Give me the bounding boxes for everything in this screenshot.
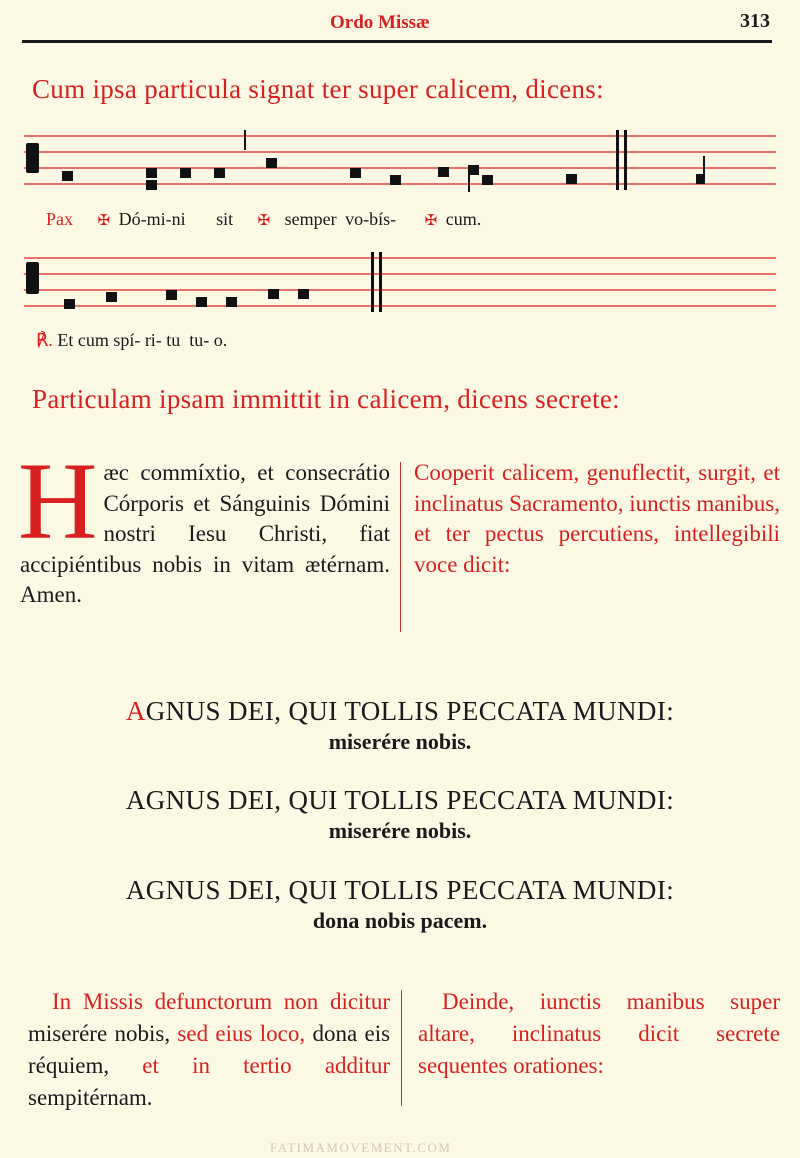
cross-icon: ✠: [97, 213, 111, 229]
chant-lyrics-response: [36, 330, 227, 351]
prayer-text: æc commíxtio, et consecrátio Córporis et Sánguinis Dómini nostri Iesu Christi, fiat accipiéntibus nobis in vitam ætérnam. Amen.: [20, 460, 390, 607]
running-header-title: Ordo Missæ: [330, 12, 430, 33]
agnus-response: dona nobis pacem.: [312, 908, 488, 933]
chant-syllable: sit: [216, 209, 234, 229]
response-symbol-icon: ℟.: [36, 330, 53, 350]
chant-staff-pax: [24, 130, 776, 194]
agnus-dei-1: [0, 696, 800, 755]
defunct-rubric: [28, 986, 390, 1114]
column-divider: [401, 990, 402, 1106]
response-text: Et cum spí- ri- tu tu- o.: [57, 330, 228, 350]
drop-cap: H: [18, 440, 98, 562]
chant-syllable: Dó-mi-ni: [118, 209, 186, 229]
defunct-rubric-part: In Missis defunctorum non dicitur: [52, 989, 390, 1014]
rubric-cooperit: [414, 458, 780, 580]
page-number: 313: [740, 10, 770, 32]
rubric-immittit: Particulam ipsam immittit in calicem, dicens secrete:: [32, 384, 620, 414]
defunct-text-part: miserére nobis,: [28, 1021, 171, 1046]
agnus-invocation: GNUS DEI, QUI TOLLIS PECCATA MUNDI:: [145, 696, 675, 726]
defunct-text-part: sempitérnam.: [28, 1085, 153, 1110]
defunct-text-part: dona eis réquiem,: [28, 1021, 391, 1078]
agnus-response: miserére nobis.: [328, 729, 472, 754]
c-clef-icon: [26, 143, 39, 173]
rubric-cooperit-text: Cooperit calicem, genuflectit, surgit, et inclinatus Sacramento, iunctis manibus, et ter pectus percutiens, intellegibili voce dicit:: [414, 460, 781, 577]
agnus-invocation: AGNUS DEI, QUI TOLLIS PECCATA MUNDI:: [125, 785, 675, 815]
agnus-dei-3: [0, 875, 800, 934]
chant-lyrics-pax: [46, 209, 481, 230]
defunct-rubric-part: sed eius loco,: [177, 1021, 306, 1046]
header-rule: [22, 40, 772, 43]
cross-icon: ✠: [257, 213, 271, 229]
agnus-initial: A: [125, 696, 146, 726]
commixtio-prayer: [18, 440, 390, 611]
rubric-deinde-text: Deinde, iunctis manibus super altare, inclinatus dicit secrete sequentes orationes:: [418, 989, 780, 1078]
chant-syllable: Pax: [46, 209, 73, 229]
defunct-rubric-part: et in tertio additur: [142, 1053, 390, 1078]
agnus-invocation: AGNUS DEI, QUI TOLLIS PECCATA MUNDI:: [125, 875, 675, 905]
chant-staff-et-cum: [24, 252, 776, 316]
chant-syllable: cum.: [445, 209, 482, 229]
rubric-deinde: [418, 986, 780, 1082]
chant-syllable: vo-bís-: [345, 209, 397, 229]
cross-icon: ✠: [424, 213, 438, 229]
watermark: FATIMAMOVEMENT.COM: [270, 1140, 452, 1155]
column-divider: [400, 462, 401, 632]
agnus-response: miserére nobis.: [328, 818, 472, 843]
chant-syllable: semper: [284, 209, 337, 229]
rubric-signat: Cum ipsa particula signat ter super calicem, dicens:: [32, 74, 604, 104]
c-clef-icon: [26, 262, 39, 294]
agnus-dei-2: [0, 785, 800, 844]
